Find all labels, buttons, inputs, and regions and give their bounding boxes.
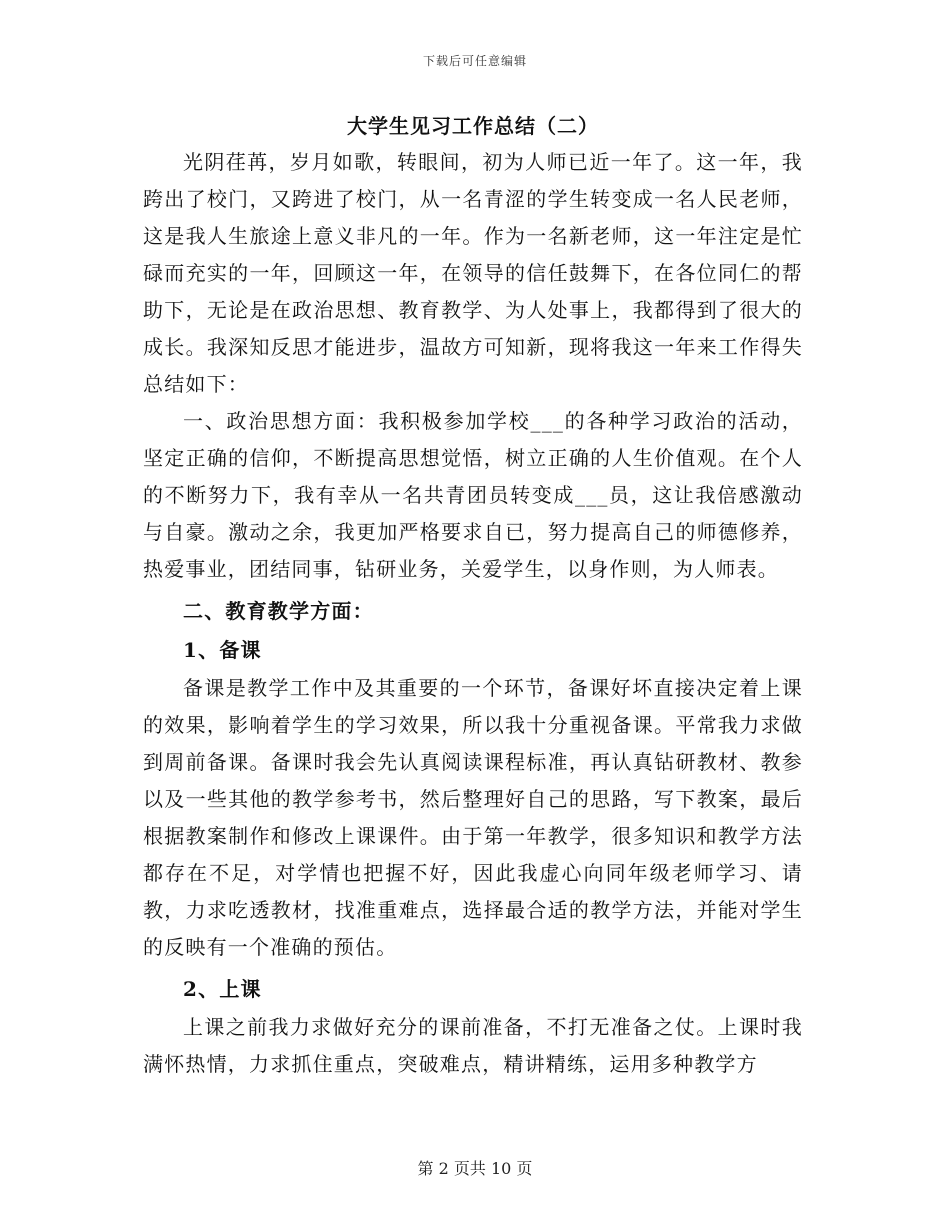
politics-paragraph: 一、政治思想方面：我积极参加学校___的各种学习政治的活动，坚定正确的信仰，不断提高思想觉悟，树立正确的人生价值观。在个人的不断努力下，我有幸从一名共青团员转变成___员，这让我倍感激动与自豪。激动之余，我更加严格要求自已，努力提高自己的师德修养，热爱事业，团结同事，钻研业务，关爱学生，以身作则，为人师表。 (143, 409, 803, 581)
document-body (143, 108, 803, 1083)
header-note: 下载后可任意编辑 (422, 54, 527, 68)
intro-paragraph: 光阴荏苒，岁月如歌，转眼间，初为人师已近一年了。这一年，我跨出了校门，又跨进了校门，从一名青涩的学生转变成一名人民老师，这是我人生旅途上意义非凡的一年。作为一名新老师，这一年注定是忙碌而充实的一年，回顾这一年，在领导的信任鼓舞下，在各位同仁的帮助下，无论是在政治思想、教育教学、为人处事上，我都得到了很大的成长。我深知反思才能进步，温故方可知新，现将我这一年来工作得失总结如下： (143, 150, 803, 396)
page-indicator: 第 2 页共 10 页 (417, 1159, 533, 1178)
class-heading: 2、上课 (183, 977, 262, 1001)
lesson-prep-paragraph: 备课是教学工作中及其重要的一个环节，备课好坏直接决定着上课的效果，影响着学生的学习效果，所以我十分重视备课。平常我力求做到周前备课。备课时我会先认真阅读课程标准，再认真钻研教材、教参以及一些其他的教学参考书，然后整理好自己的思路，写下教案，最后根据教案制作和修改上课课件。由于第一年教学，很多知识和教学方法都存在不足，对学情也把握不好，因此我虚心向同年级老师学习、请教，力求吃透教材，找准重难点，选择最合适的教学方法，并能对学生的反映有一个准确的预估。 (143, 676, 803, 959)
document-title: 大学生见习工作总结（二） (347, 114, 599, 138)
class-paragraph: 上课之前我力求做好充分的课前准备，不打无准备之仗。上课时我满怀热情，力求抓住重点，突破难点，精讲精练，运用多种教学方 (143, 1015, 803, 1076)
lesson-prep-heading: 1、备课 (183, 638, 262, 662)
teaching-heading: 二、教育教学方面： (183, 599, 374, 623)
